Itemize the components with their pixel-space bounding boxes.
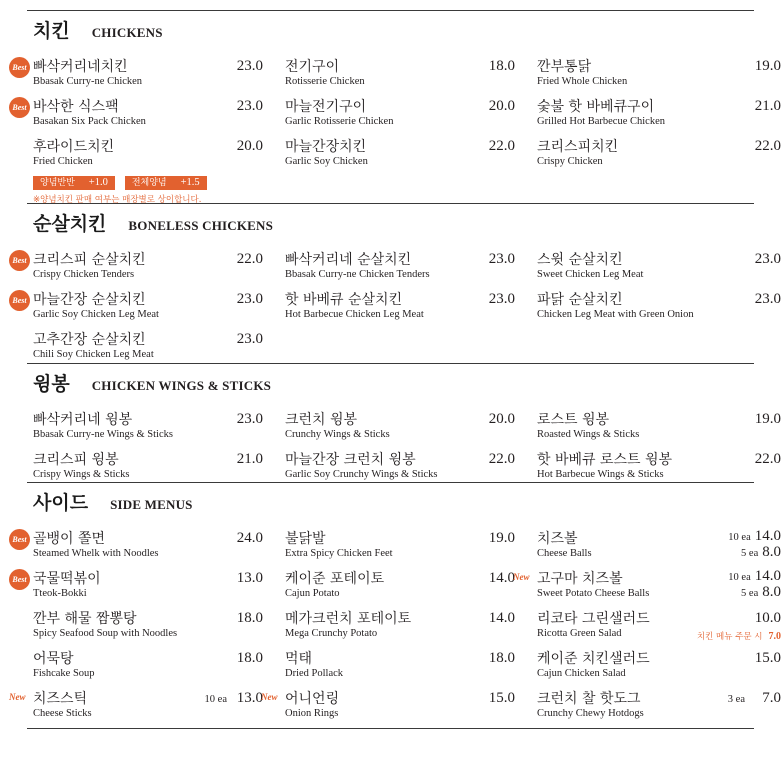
item-price: 20.0 xyxy=(236,138,263,154)
item-name-english: Fried Chicken xyxy=(33,156,93,167)
item-price: 20.0 xyxy=(488,411,515,427)
menu-item xyxy=(537,528,781,568)
best-badge: Best xyxy=(9,250,30,271)
item-name-english: Basakan Six Pack Chicken xyxy=(33,116,146,127)
menu-item xyxy=(285,289,515,329)
size-option xyxy=(728,544,781,560)
item-name-korean: 숯불 핫 바베큐구이 xyxy=(537,99,655,115)
sauce-options xyxy=(33,176,207,190)
menu-item xyxy=(537,136,781,176)
item-name-korean: 크런치 찰 핫도그 xyxy=(537,691,641,707)
menu-item xyxy=(12,56,263,96)
size-quantity: 10 ea xyxy=(728,572,751,583)
size-quantity: 5 ea xyxy=(741,588,759,599)
menu-row xyxy=(12,96,781,136)
menu-item xyxy=(285,249,515,289)
item-name-korean: 치즈볼 xyxy=(537,531,578,547)
item-price: 19.0 xyxy=(488,530,515,546)
item-price: 21.0 xyxy=(754,98,781,114)
combo-price-note xyxy=(697,630,781,642)
menu-item xyxy=(9,688,263,728)
item-name-korean: 크리스피치킨 xyxy=(537,139,619,155)
item-name-english: Steamed Whelk with Noodles xyxy=(33,548,159,559)
menu-item xyxy=(12,528,263,568)
size-price: 8.0 xyxy=(762,584,781,600)
menu-row xyxy=(27,136,781,176)
section-title xyxy=(33,369,271,396)
item-price: 19.0 xyxy=(754,58,781,74)
item-name-english: Fried Whole Chicken xyxy=(537,76,628,87)
item-price: 23.0 xyxy=(754,251,781,267)
best-badge: Best xyxy=(9,569,30,590)
menu-row xyxy=(12,56,781,96)
item-price: 14.0 xyxy=(488,610,515,626)
item-name-korean: 리코타 그린샐러드 xyxy=(537,611,650,627)
item-name-english: Sweet Chicken Leg Meat xyxy=(537,269,644,280)
item-price: 13.0 xyxy=(236,570,263,586)
item-name-english: Cajun Chicken Salad xyxy=(537,668,626,679)
item-name-english: Crunchy Wings & Sticks xyxy=(285,429,390,440)
menu-item xyxy=(261,688,515,728)
item-name-korean: 후라이드치킨 xyxy=(33,139,115,155)
item-name-korean: 크리스피 순살치킨 xyxy=(33,252,146,268)
menu-row xyxy=(9,688,781,728)
menu-item xyxy=(285,608,515,648)
item-name-english: Dried Pollack xyxy=(285,668,344,679)
item-name-korean: 메가크런치 포테이토 xyxy=(285,611,412,627)
item-name-english: Crunchy Chewy Hotdogs xyxy=(537,708,644,719)
menu-item xyxy=(285,528,515,568)
option-label: 양념반반 xyxy=(40,178,75,188)
menu-item xyxy=(537,688,781,728)
section-title-korean: 윙봉 xyxy=(33,373,70,395)
item-price: 23.0 xyxy=(236,331,263,347)
item-name-korean: 바삭한 식스팩 xyxy=(33,99,119,115)
item-name-korean: 케이준 치킨샐러드 xyxy=(537,651,650,667)
item-name-english: Roasted Wings & Sticks xyxy=(537,429,640,440)
section-title-english: BONELESS CHICKENS xyxy=(128,218,274,233)
menu-item xyxy=(285,96,515,136)
menu-item xyxy=(12,96,263,136)
menu-item xyxy=(537,289,781,329)
new-badge: New xyxy=(9,692,26,702)
item-name-english: Rotisserie Chicken xyxy=(285,76,365,87)
item-price: 23.0 xyxy=(236,291,263,307)
menu-item xyxy=(33,409,263,449)
section-title xyxy=(33,209,273,236)
item-name-english: Mega Crunchy Potato xyxy=(285,628,378,639)
menu-item xyxy=(285,409,515,449)
item-price: 15.0 xyxy=(754,650,781,666)
menu-item xyxy=(537,648,781,688)
combo-note-text: 치킨 메뉴 주문 시 xyxy=(696,632,763,642)
item-name-english: Bbasak Curry-ne Wings & Sticks xyxy=(33,429,173,440)
section-items xyxy=(12,56,781,176)
option-label: 전체양념 xyxy=(131,178,167,188)
size-option xyxy=(728,528,781,544)
item-price: 19.0 xyxy=(754,411,781,427)
item-price: 22.0 xyxy=(236,251,263,267)
size-option xyxy=(728,584,781,600)
size-prices xyxy=(728,528,781,560)
item-name-korean: 스윗 순살치킨 xyxy=(537,252,623,268)
item-name-korean: 파닭 순살치킨 xyxy=(537,292,623,308)
item-name-korean: 케이준 포테이토 xyxy=(285,571,385,587)
option-price: +1.0 xyxy=(88,177,108,188)
menu-item xyxy=(537,96,781,136)
item-name-korean: 깐부 해물 짬뽕탕 xyxy=(33,611,137,627)
menu-row xyxy=(27,608,781,648)
item-name-english: Crispy Wings & Sticks xyxy=(33,469,130,480)
item-price: 15.0 xyxy=(488,690,515,706)
section-items xyxy=(27,409,781,489)
item-price: 18.0 xyxy=(236,650,263,666)
item-name-english: Crispy Chicken xyxy=(537,156,603,167)
section-rule xyxy=(27,482,754,483)
item-name-korean: 핫 바베큐 순살치킨 xyxy=(285,292,403,308)
best-badge: Best xyxy=(9,290,30,311)
item-name-korean: 치즈스틱 xyxy=(33,691,88,707)
item-price: 22.0 xyxy=(488,138,515,154)
size-quantity: 5 ea xyxy=(741,548,759,559)
menu-row xyxy=(12,289,781,329)
item-name-english: Fishcake Soup xyxy=(33,668,95,679)
item-name-english: Onion Rings xyxy=(285,708,339,719)
item-name-english: Garlic Soy Crunchy Wings & Sticks xyxy=(285,469,438,480)
new-badge: New xyxy=(261,692,278,702)
item-name-english: Ricotta Green Salad xyxy=(537,628,622,639)
item-quantity: 3 ea xyxy=(727,694,745,705)
combo-note-price: 7.0 xyxy=(768,631,781,642)
item-name-korean: 마늘전기구이 xyxy=(285,99,367,115)
menu-item xyxy=(537,56,781,96)
menu-item xyxy=(285,648,515,688)
item-price: 13.0 xyxy=(236,690,263,706)
item-name-english: Cheese Sticks xyxy=(33,708,92,719)
item-price: 22.0 xyxy=(754,451,781,467)
item-name-korean: 마늘간장 크런치 윙봉 xyxy=(285,452,416,468)
item-price: 22.0 xyxy=(488,451,515,467)
menu-item xyxy=(12,289,263,329)
section-title xyxy=(33,488,193,515)
item-name-english: Bbasak Curry-ne Chicken xyxy=(33,76,143,87)
item-price: 23.0 xyxy=(488,291,515,307)
item-name-english: Hot Barbecue Wings & Sticks xyxy=(537,469,664,480)
item-price: 23.0 xyxy=(488,251,515,267)
menu-item xyxy=(33,449,263,489)
item-price: 7.0 xyxy=(762,690,781,706)
item-name-korean: 골뱅이 쫄면 xyxy=(33,531,106,547)
section-title-korean: 사이드 xyxy=(33,492,89,514)
menu-item xyxy=(12,249,263,289)
new-badge: New xyxy=(513,572,530,582)
best-badge: Best xyxy=(9,529,30,550)
menu-item xyxy=(12,568,263,608)
menu-item xyxy=(513,568,781,608)
size-quantity: 10 ea xyxy=(728,532,751,543)
menu-item xyxy=(33,608,263,648)
item-name-korean: 전기구이 xyxy=(285,59,340,75)
item-name-korean: 핫 바베큐 로스트 윙봉 xyxy=(537,452,673,468)
best-badge: Best xyxy=(9,97,30,118)
item-price: 21.0 xyxy=(236,451,263,467)
section-title-english: CHICKEN WINGS & STICKS xyxy=(91,378,272,393)
item-name-english: Garlic Soy Chicken Leg Meat xyxy=(33,309,159,320)
section-title-english: CHICKENS xyxy=(91,25,163,40)
item-price: 24.0 xyxy=(236,530,263,546)
item-quantity: 10 ea xyxy=(204,694,227,705)
size-price: 8.0 xyxy=(762,544,781,560)
bottom-rule xyxy=(27,728,754,729)
item-name-english: Bbasak Curry-ne Chicken Tenders xyxy=(285,269,430,280)
item-name-english: Tteok-Bokki xyxy=(33,588,87,599)
item-name-korean: 깐부통닭 xyxy=(537,59,592,75)
section-rule xyxy=(27,10,754,11)
menu-item xyxy=(537,409,781,449)
menu-row xyxy=(27,409,781,449)
item-price: 18.0 xyxy=(488,58,515,74)
section-items xyxy=(12,249,781,369)
item-name-english: Garlic Rotisserie Chicken xyxy=(285,116,394,127)
item-name-english: Hot Barbecue Chicken Leg Meat xyxy=(285,309,424,320)
section-title-english: SIDE MENUS xyxy=(110,497,193,512)
item-name-english: Spicy Seafood Soup with Noodles xyxy=(33,628,178,639)
sauce-note: ※양념치킨 판매 여부는 매장별로 상이합니다. xyxy=(33,195,202,205)
item-price: 22.0 xyxy=(754,138,781,154)
item-name-korean: 빠삭커리네 순살치킨 xyxy=(285,252,412,268)
menu-item xyxy=(285,449,515,489)
item-name-english: Chili Soy Chicken Leg Meat xyxy=(33,349,154,360)
item-price: 23.0 xyxy=(236,411,263,427)
section-title xyxy=(33,16,163,43)
best-badge: Best xyxy=(9,57,30,78)
item-price: 23.0 xyxy=(236,98,263,114)
item-name-english: Crispy Chicken Tenders xyxy=(33,269,135,280)
sauce-option xyxy=(125,176,207,190)
item-name-korean: 국물떡볶이 xyxy=(33,571,101,587)
size-prices xyxy=(728,568,781,600)
item-price: 23.0 xyxy=(754,291,781,307)
item-name-korean: 마늘간장 순살치킨 xyxy=(33,292,146,308)
item-name-english: Sweet Potato Cheese Balls xyxy=(537,588,650,599)
item-price: 10.0 xyxy=(754,610,781,626)
menu-item xyxy=(537,449,781,489)
item-name-korean: 마늘간장치킨 xyxy=(285,139,367,155)
section-rule xyxy=(27,203,754,204)
item-name-korean: 고구마 치즈볼 xyxy=(537,571,623,587)
section-title-korean: 치킨 xyxy=(33,20,70,42)
item-name-korean: 크리스피 윙봉 xyxy=(33,452,119,468)
item-name-korean: 어니언링 xyxy=(285,691,340,707)
item-name-english: Cheese Balls xyxy=(537,548,592,559)
section-rule xyxy=(27,363,754,364)
section-items xyxy=(9,528,781,728)
menu-item xyxy=(537,608,781,648)
item-name-korean: 불닭발 xyxy=(285,531,326,547)
menu-row xyxy=(27,449,781,489)
item-name-korean: 크런치 윙봉 xyxy=(285,412,358,428)
menu-row xyxy=(12,528,781,568)
item-price: 18.0 xyxy=(488,650,515,666)
item-price: 23.0 xyxy=(236,58,263,74)
menu-item xyxy=(33,648,263,688)
menu-item xyxy=(33,136,263,176)
item-name-korean: 어묵탕 xyxy=(33,651,74,667)
sauce-option xyxy=(33,176,115,190)
item-name-korean: 로스트 윙봉 xyxy=(537,412,610,428)
menu-item xyxy=(285,56,515,96)
item-name-english: Extra Spicy Chicken Feet xyxy=(285,548,393,559)
item-name-english: Garlic Soy Chicken xyxy=(285,156,368,167)
section-title-korean: 순살치킨 xyxy=(33,213,107,235)
item-name-english: Cajun Potato xyxy=(285,588,340,599)
menu-row xyxy=(12,249,781,289)
menu-item xyxy=(537,249,781,289)
item-name-korean: 빠삭커리네치킨 xyxy=(33,59,128,75)
item-name-english: Chicken Leg Meat with Green Onion xyxy=(537,309,694,320)
option-price: +1.5 xyxy=(180,177,200,188)
size-price: 14.0 xyxy=(754,528,781,544)
item-price: 14.0 xyxy=(488,570,515,586)
menu-row xyxy=(27,648,781,688)
menu-item xyxy=(285,136,515,176)
item-name-korean: 고추간장 순살치킨 xyxy=(33,332,146,348)
item-name-korean: 먹태 xyxy=(285,651,313,667)
menu-item xyxy=(285,568,515,608)
item-name-english: Grilled Hot Barbecue Chicken xyxy=(537,116,665,127)
menu-row xyxy=(12,568,781,608)
item-price: 20.0 xyxy=(488,98,515,114)
item-name-korean: 빠삭커리네 윙봉 xyxy=(33,412,133,428)
size-option xyxy=(728,568,781,584)
item-price: 18.0 xyxy=(236,610,263,626)
size-price: 14.0 xyxy=(754,568,781,584)
